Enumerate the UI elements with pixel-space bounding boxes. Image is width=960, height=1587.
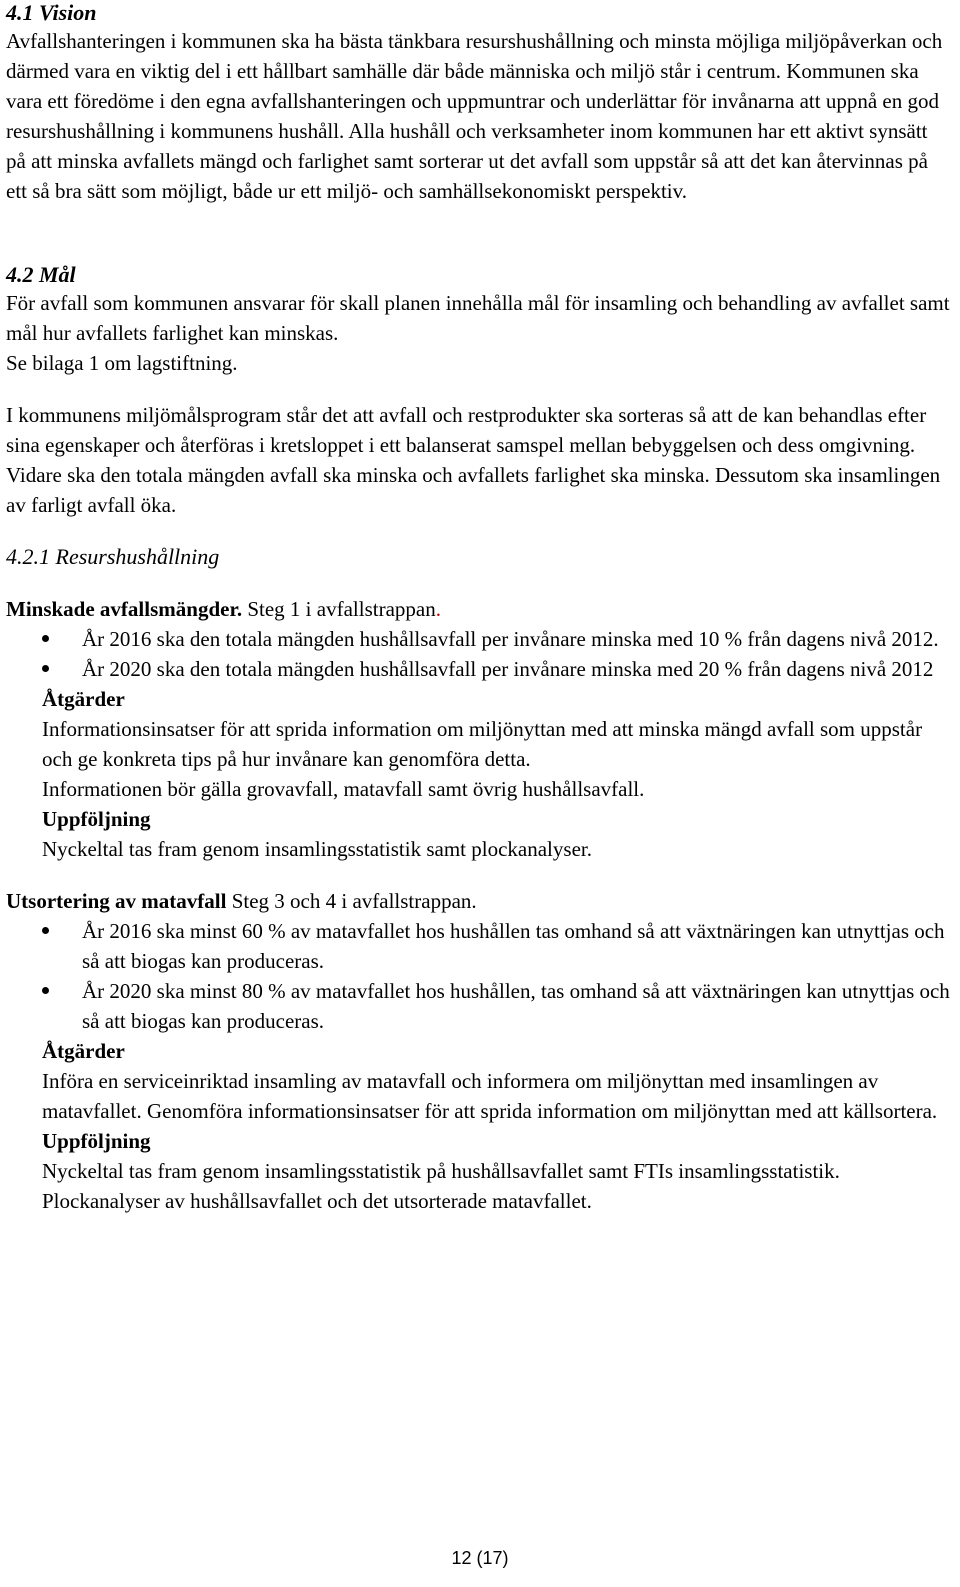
list-item xyxy=(6,976,951,1036)
block-matavfall-bullets xyxy=(6,916,951,1036)
list-item xyxy=(6,624,951,654)
actions-label: Åtgärder xyxy=(42,1039,125,1063)
vision-paragraph: Avfallshanteringen i kommunen ska ha bästa tänkbara resurshushållning och minsta möjliga miljöpåverkan och därmed vara en viktig del i ett hållbart samhälle där både människa och miljö står i centrum. Kommunen ska vara ett föredöme i den egna avfallshanteringen och uppmuntrar och underlättar för invånarna att uppnå en god resurshushållning i kommunens hushåll. Alla hushåll och verksamheter inom kommunen har ett aktivt synsätt på att minska avfallets mängd och farlighet samt sorterar ut det avfall som uppstår så att det kan återvinnas på ett så bra sätt som möjligt, både ur ett miljö- och samhällsekonomiskt perspektiv. xyxy=(6,29,943,203)
bullet-icon xyxy=(42,635,49,642)
followup-label: Uppföljning xyxy=(42,1129,151,1153)
followup-text: Nyckeltal tas fram genom insamlingsstatistik samt plockanalyser. xyxy=(42,837,592,861)
bullet-icon xyxy=(42,927,49,934)
actions-label: Åtgärder xyxy=(42,687,125,711)
block-matavfall-title-rest: Steg 3 och 4 i avfallstrappan. xyxy=(226,889,477,913)
list-item-text: År 2016 ska den totala mängden hushållsavfall per invånare minska med 10 % från dagens nivå 2012. xyxy=(82,627,939,651)
bullet-icon xyxy=(42,987,49,994)
list-item xyxy=(6,654,951,684)
followup-label: Uppföljning xyxy=(42,807,151,831)
list-item xyxy=(6,916,951,976)
page-number: 12 (17) xyxy=(451,1548,509,1568)
block-matavfall-title xyxy=(6,886,951,916)
block-minskade-title-dot: . xyxy=(435,597,441,621)
list-item-text: År 2016 ska minst 60 % av matavfallet hos hushållen tas omhand så att växtnäringen kan utnyttjas och så att biogas kan produceras. xyxy=(82,919,945,973)
block-minskade-title-rest: Steg 1 i avfallstrappan xyxy=(242,597,436,621)
bullet-icon xyxy=(42,665,49,672)
actions-text-2: Informationen bör gälla grovavfall, matavfall samt övrig hushållsavfall. xyxy=(42,777,645,801)
mal-paragraph-1: För avfall som kommunen ansvarar för skall planen innehålla mål för insamling och behandling av avfallet samt mål hur avfallets farlighet kan minskas. xyxy=(6,291,950,345)
block-minskade-title-bold: Minskade avfallsmängder. xyxy=(6,597,243,621)
heading-vision: 4.1 Vision xyxy=(6,0,97,25)
actions-text: Informationsinsatser för att sprida information om miljönyttan med att minska mängd avfall som uppstår och ge konkreta tips på hur invånare kan genomföra detta. xyxy=(42,717,923,771)
document-page xyxy=(6,0,951,1216)
heading-resurshushallning: 4.2.1 Resurshushållning xyxy=(6,544,220,569)
mal-paragraph-2: Se bilaga 1 om lagstiftning. xyxy=(6,351,238,375)
block-matavfall-title-bold: Utsortering av matavfall xyxy=(6,889,227,913)
followup-text: Nyckeltal tas fram genom insamlingsstatistik på hushållsavfallet samt FTIs insamlingsstatistik. Plockanalyser av hushållsavfallet och det utsorterade matavfallet. xyxy=(42,1159,840,1213)
block-minskade-title xyxy=(6,594,951,624)
block-minskade-details xyxy=(6,684,951,864)
list-item-text: År 2020 ska minst 80 % av matavfallet hos hushållen, tas omhand så att växtnäringen kan utnyttjas och så att biogas kan produceras. xyxy=(82,979,950,1033)
list-item-text: År 2020 ska den totala mängden hushållsavfall per invånare minska med 20 % från dagens nivå 2012 xyxy=(82,657,934,681)
heading-mal: 4.2 Mål xyxy=(6,262,76,287)
block-minskade-bullets xyxy=(6,624,951,684)
actions-text: Införa en serviceinriktad insamling av matavfall och informera om miljönyttan med insamlingen av matavfallet. Genomföra informationsinsatser för att sprida information om miljönyttan med att källsortera. xyxy=(42,1069,938,1123)
block-matavfall-details xyxy=(6,1036,951,1216)
mal-paragraph-3: I kommunens miljömålsprogram står det att avfall och restprodukter ska sorteras så att de kan behandlas efter sina egenskaper och återföras i kretsloppet i ett balanserat samspel mellan bebyggelsen och dess omgivning. Vidare ska den totala mängden avfall ska minska och avfallets farlighet ska minska. Dessutom ska insamlingen av farligt avfall öka. xyxy=(6,403,941,517)
